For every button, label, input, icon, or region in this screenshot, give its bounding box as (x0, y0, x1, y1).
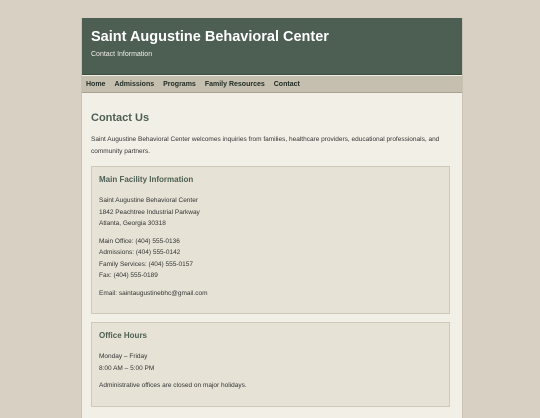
facility-address (99, 195, 442, 230)
main-nav (82, 76, 462, 93)
phone-admissions: Admissions: (404) 555-0142 (99, 249, 181, 256)
address-line: Atlanta, Georgia 30318 (99, 220, 166, 227)
main-content (91, 112, 451, 415)
site-title: Saint Augustine Behavioral Center (91, 29, 329, 45)
nav-family-resources[interactable]: Family Resources (204, 80, 265, 88)
facility-heading: Main Facility Information (99, 175, 194, 184)
address-line: Saint Augustine Behavioral Center (99, 197, 199, 204)
facility-email: Email: saintaugustinebhc@gmail.com (99, 289, 208, 297)
site-header (82, 18, 462, 75)
facility-phones (99, 236, 442, 282)
hours-time: 8:00 AM – 5:00 PM (99, 364, 155, 372)
phone-fax: Fax: (404) 555-0189 (99, 272, 158, 279)
nav-programs[interactable]: Programs (163, 80, 196, 88)
hours-heading: Office Hours (99, 331, 148, 340)
site-subtitle: Contact Information (91, 51, 153, 58)
hours-note: Administrative offices are closed on major holidays. (99, 382, 247, 389)
nav-home[interactable]: Home (86, 80, 106, 88)
address-line: 1842 Peachtree Industrial Parkway (99, 208, 200, 216)
hours-schedule (99, 351, 442, 374)
hours-days: Monday – Friday (99, 353, 148, 360)
facility-info-card (91, 166, 450, 314)
page-container (81, 18, 463, 418)
phone-family-services: Family Services: (404) 555-0157 (99, 260, 193, 268)
nav-admissions[interactable]: Admissions (114, 80, 155, 88)
office-hours-card (91, 322, 450, 407)
nav-contact[interactable]: Contact (273, 80, 300, 88)
phone-main: Main Office: (404) 555-0136 (99, 237, 180, 245)
page-title: Contact Us (91, 112, 150, 124)
intro-text: Saint Augustine Behavioral Center welcomes inquiries from families, healthcare providers, educational professionals, and community partners. (91, 136, 440, 155)
